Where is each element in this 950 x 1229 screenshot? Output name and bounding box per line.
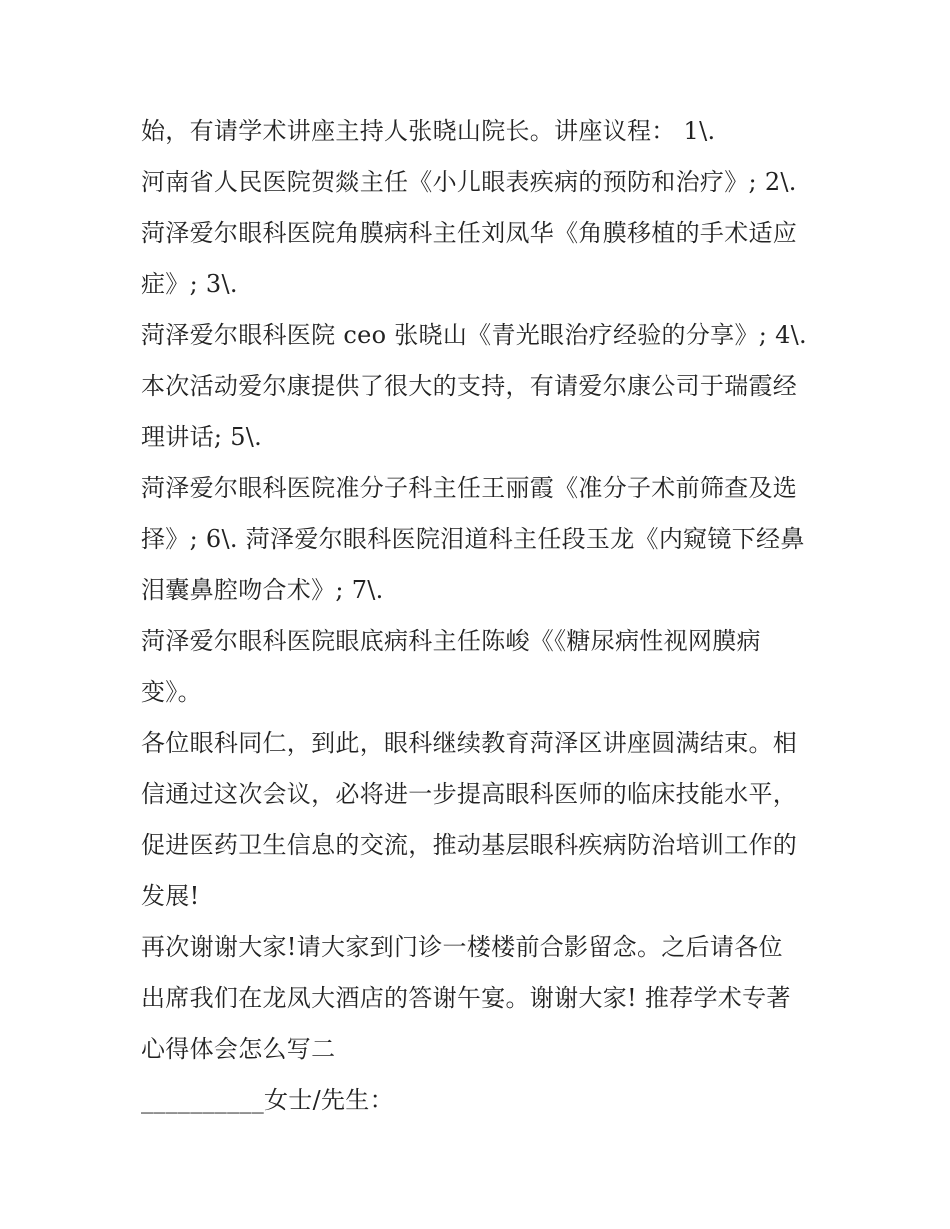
document-body xyxy=(141,111,821,1131)
text-line: 菏泽爱尔眼科医院 ceo 张晓山《青光眼治疗经验的分享》; 4\. xyxy=(141,321,807,349)
text-line: 本次活动爱尔康提供了很大的支持，有请爱尔康公司于瑞霞经 xyxy=(141,372,798,400)
text-line: 泪囊鼻腔吻合术》; 7\. xyxy=(141,576,384,604)
text-line: 心得体会怎么写二 xyxy=(141,1035,336,1063)
text-line: 症》; 3\. xyxy=(141,270,238,298)
text-line: 河南省人民医院贺燚主任《小儿眼表疾病的预防和治疗》; 2\. xyxy=(141,168,797,196)
text-line: 促进医药卫生信息的交流，推动基层眼科疾病防治培训工作的 xyxy=(141,831,798,859)
text-line: 菏泽爱尔眼科医院角膜病科主任刘凤华《角膜移植的手术适应 xyxy=(141,219,798,247)
text-line: 理讲话; 5\. xyxy=(141,423,263,451)
text-line: 菏泽爱尔眼科医院准分子科主任王丽霞《准分子术前筛查及选 xyxy=(141,474,798,502)
salutation-line: __________女士/先生： xyxy=(141,1086,394,1114)
text-line: 发展! xyxy=(141,882,200,910)
text-line: 出席我们在龙凤大酒店的答谢午宴。谢谢大家! 推荐学术专著 xyxy=(141,984,791,1012)
text-line: 始，有请学术讲座主持人张晓山院长。讲座议程： 1\. xyxy=(141,117,716,145)
text-line: 再次谢谢大家!请大家到门诊一楼楼前合影留念。之后请各位 xyxy=(141,933,783,961)
text-line: 变》。 xyxy=(141,678,202,706)
text-line: 各位眼科同仁，到此，眼科继续教育菏泽区讲座圆满结束。相 xyxy=(141,729,798,757)
text-line: 择》; 6\. 菏泽爱尔眼科医院泪道科主任段玉龙《内窥镜下经鼻 xyxy=(141,525,805,553)
text-line: 菏泽爱尔眼科医院眼底病科主任陈峻《《糖尿病性视网膜病 xyxy=(141,627,761,655)
text-line: 信通过这次会议，必将进一步提高眼科医师的临床技能水平， xyxy=(141,780,798,808)
